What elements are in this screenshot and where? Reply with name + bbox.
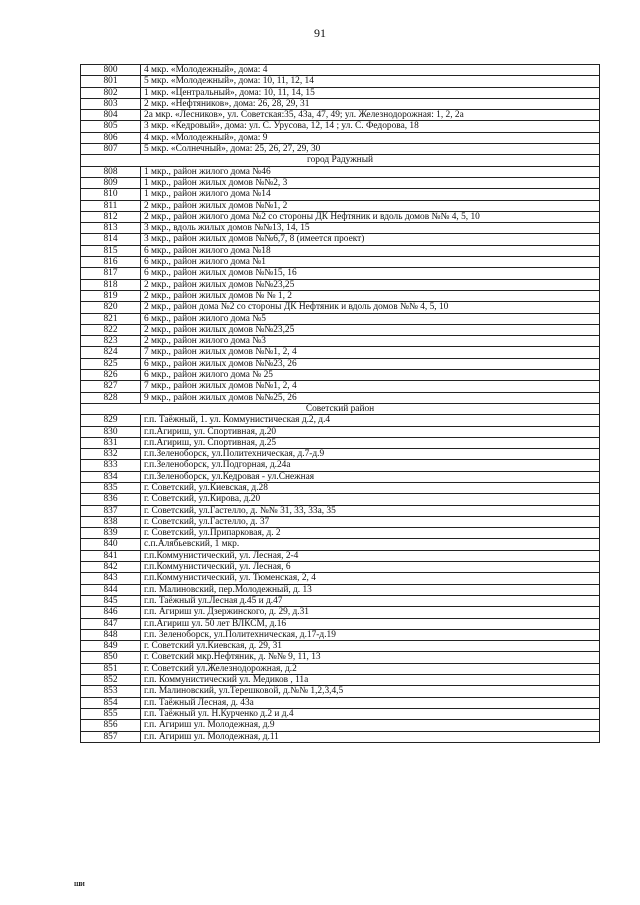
table-row: [81, 550, 600, 561]
row-number: 826: [81, 370, 141, 381]
row-address: г.п.Коммунистический, ул. Лесная, 2-4: [141, 550, 600, 561]
row-number: 836: [81, 494, 141, 505]
row-number: 804: [81, 110, 141, 121]
row-address: 2а мкр. «Лесников», ул. Советская:35, 43а, 47, 49; ул. Железнодорожная: 1, 2, 2а: [141, 110, 600, 121]
row-address: 1 мкр., район жилого дома №46: [141, 166, 600, 177]
row-address: г.п. Малиновский, пер.Молодежный, д. 13: [141, 584, 600, 595]
row-number: 827: [81, 381, 141, 392]
row-address: 5 мкр. «Молодежный», дома: 10, 11, 12, 14: [141, 76, 600, 87]
table-row: [81, 110, 600, 121]
table-row: [81, 584, 600, 595]
row-address: г. Советский ул.Киевская, д. 29, 31: [141, 641, 600, 652]
row-address: г.п.Зеленоборск, ул.Политехническая, д.7-д.9: [141, 449, 600, 460]
row-number: 823: [81, 336, 141, 347]
row-address: 2 мкр., район жилых домов № № 1, 2: [141, 290, 600, 301]
row-address: 3 мкр., вдоль жилых домов №№13, 14, 15: [141, 223, 600, 234]
row-number: 819: [81, 290, 141, 301]
row-number: 814: [81, 234, 141, 245]
row-address: г. Советский, ул.Гастелло, д. 37: [141, 516, 600, 527]
table-row: [81, 573, 600, 584]
row-number: 845: [81, 595, 141, 606]
table-row: [81, 76, 600, 87]
section-header-row: [81, 155, 600, 166]
row-address: г. Советский, ул.Кирова, д.20: [141, 494, 600, 505]
table-row: [81, 539, 600, 550]
row-address: г.п. Таёжный Лесная, д. 43а: [141, 697, 600, 708]
section-title: Советский район: [81, 403, 600, 414]
row-number: 841: [81, 550, 141, 561]
row-address: 1 мкр., район жилого дома №14: [141, 189, 600, 200]
row-number: 847: [81, 618, 141, 629]
row-number: 800: [81, 65, 141, 76]
table-row: [81, 166, 600, 177]
table-row: [81, 392, 600, 403]
row-address: 6 мкр., район жилых домов №№15, 16: [141, 268, 600, 279]
row-number: 848: [81, 629, 141, 640]
row-number: 802: [81, 87, 141, 98]
footer-mark: ШИ: [74, 882, 85, 888]
row-number: 822: [81, 324, 141, 335]
row-address: г.п.Зеленоборск, ул.Кедровая - ул.Снежная: [141, 471, 600, 482]
row-address: г. Советский ул.Железнодорожная, д.2: [141, 663, 600, 674]
row-number: 835: [81, 482, 141, 493]
table-row: [81, 279, 600, 290]
address-table-body: [81, 65, 600, 743]
row-address: 6 мкр., район жилого дома №5: [141, 313, 600, 324]
row-address: г.п. Коммунистический ул. Медиков , 11а: [141, 675, 600, 686]
table-row: [81, 629, 600, 640]
row-address: 4 мкр. «Молодежный», дома: 9: [141, 132, 600, 143]
table-row: [81, 65, 600, 76]
table-row: [81, 313, 600, 324]
table-row: [81, 189, 600, 200]
table-row: [81, 177, 600, 188]
table-row: [81, 245, 600, 256]
row-number: 811: [81, 200, 141, 211]
row-number: 832: [81, 449, 141, 460]
row-number: 857: [81, 731, 141, 742]
row-number: 816: [81, 257, 141, 268]
row-number: 854: [81, 697, 141, 708]
row-address: 1 мкр. «Центральный», дома: 10, 11, 14, 15: [141, 87, 600, 98]
row-address: 2 мкр., район жилого дома №2 со стороны ДК Нефтяник и вдоль домов №№ 4, 5, 10: [141, 211, 600, 222]
table-row: [81, 494, 600, 505]
table-row: [81, 528, 600, 539]
row-number: 803: [81, 98, 141, 109]
row-number: 829: [81, 415, 141, 426]
table-row: [81, 449, 600, 460]
row-address: 3 мкр., район жилых домов №№6,7, 8 (имеется проект): [141, 234, 600, 245]
row-address: 6 мкр., район жилых домов №№23, 26: [141, 358, 600, 369]
row-address: г. Советский мкр.Нефтяник, д. №№ 9, 11, 13: [141, 652, 600, 663]
table-row: [81, 460, 600, 471]
table-row: [81, 482, 600, 493]
row-address: г.п.Зеленоборск, ул.Подгорная, д.24а: [141, 460, 600, 471]
table-row: [81, 257, 600, 268]
table-row: [81, 211, 600, 222]
row-address: 2 мкр., район дома №2 со стороны ДК Нефтяник и вдоль домов №№ 4, 5, 10: [141, 302, 600, 313]
table-row: [81, 516, 600, 527]
row-number: 846: [81, 607, 141, 618]
section-title: город Радужный: [81, 155, 600, 166]
row-address: г.п.Коммунистический, ул. Лесная, 6: [141, 562, 600, 573]
row-number: 817: [81, 268, 141, 279]
row-number: 808: [81, 166, 141, 177]
table-row: [81, 415, 600, 426]
row-number: 834: [81, 471, 141, 482]
row-address: г.п.Агириш, ул. Спортивная, д.20: [141, 426, 600, 437]
table-row: [81, 686, 600, 697]
row-address: 6 мкр., район жилого дома № 25: [141, 370, 600, 381]
row-address: г.п. Агириш ул. Молодежная, д.9: [141, 720, 600, 731]
table-row: [81, 505, 600, 516]
row-address: 3 мкр. «Кедровый», дома: ул. С. Урусова, 12, 14 ; ул. С. Федорова, 18: [141, 121, 600, 132]
row-number: 809: [81, 177, 141, 188]
row-number: 825: [81, 358, 141, 369]
table-row: [81, 87, 600, 98]
row-number: 815: [81, 245, 141, 256]
row-address: 6 мкр., район жилого дома №1: [141, 257, 600, 268]
row-number: 843: [81, 573, 141, 584]
table-row: [81, 708, 600, 719]
row-number: 805: [81, 121, 141, 132]
row-number: 852: [81, 675, 141, 686]
row-number: 813: [81, 223, 141, 234]
table-row: [81, 437, 600, 448]
table-row: [81, 336, 600, 347]
row-address: г.п. Агириш ул. Дзержинского, д. 29, д.31: [141, 607, 600, 618]
table-row: [81, 324, 600, 335]
row-address: 2 мкр. «Нефтяников», дома: 26, 28, 29, 31: [141, 98, 600, 109]
row-number: 818: [81, 279, 141, 290]
row-address: г.п.Агириш, ул. Спортивная, д.25: [141, 437, 600, 448]
row-address: 4 мкр. «Молодежный», дома: 4: [141, 65, 600, 76]
table-row: [81, 607, 600, 618]
table-row: [81, 144, 600, 155]
table-row: [81, 121, 600, 132]
table-row: [81, 132, 600, 143]
row-number: 830: [81, 426, 141, 437]
table-row: [81, 562, 600, 573]
row-address: 7 мкр., район жилых домов №№1, 2, 4: [141, 347, 600, 358]
table-row: [81, 663, 600, 674]
row-address: г. Советский, ул.Гастелло, д. №№ 31, 33, 33а, 35: [141, 505, 600, 516]
row-number: 838: [81, 516, 141, 527]
table-row: [81, 200, 600, 211]
row-address: г.п.Коммунистический, ул. Тюменская, 2, 4: [141, 573, 600, 584]
table-row: [81, 426, 600, 437]
row-address: г.п. Агириш ул. Молодежная, д.11: [141, 731, 600, 742]
table-row: [81, 618, 600, 629]
row-number: 812: [81, 211, 141, 222]
table-row: [81, 223, 600, 234]
row-address: 9 мкр., район жилых домов №№25, 26: [141, 392, 600, 403]
row-address: г.п. Таёжный, 1. ул. Коммунистическая д.2, д.4: [141, 415, 600, 426]
row-address: 6 мкр., район жилого дома №18: [141, 245, 600, 256]
row-number: 831: [81, 437, 141, 448]
section-header-row: [81, 403, 600, 414]
row-address: 7 мкр., район жилых домов №№1, 2, 4: [141, 381, 600, 392]
table-row: [81, 641, 600, 652]
row-number: 844: [81, 584, 141, 595]
row-address: г.п. Зеленоборск, ул.Политехническая, д.17-д.19: [141, 629, 600, 640]
table-row: [81, 370, 600, 381]
table-row: [81, 675, 600, 686]
row-address: г.п. Таёжный ул.Лесная д.45 и д.47: [141, 595, 600, 606]
table-row: [81, 234, 600, 245]
row-address: г.п. Таёжный ул. Н.Курченко д.2 и д.4: [141, 708, 600, 719]
table-row: [81, 290, 600, 301]
table-row: [81, 268, 600, 279]
row-number: 807: [81, 144, 141, 155]
row-address: г. Советский, ул.Припарковая, д. 2: [141, 528, 600, 539]
row-address: 2 мкр., район жилых домов №№23,25: [141, 279, 600, 290]
table-row: [81, 381, 600, 392]
row-number: 856: [81, 720, 141, 731]
table-row: [81, 652, 600, 663]
row-address: 2 мкр., район жилых домов №№23,25: [141, 324, 600, 335]
row-number: 828: [81, 392, 141, 403]
row-number: 801: [81, 76, 141, 87]
table-row: [81, 358, 600, 369]
row-number: 806: [81, 132, 141, 143]
table-row: [81, 720, 600, 731]
row-number: 837: [81, 505, 141, 516]
row-address: г.п. Малиновский, ул.Терешковой, д.№№ 1,2,3,4,5: [141, 686, 600, 697]
row-number: 855: [81, 708, 141, 719]
row-number: 839: [81, 528, 141, 539]
row-address: г. Советский, ул.Киевская, д.28: [141, 482, 600, 493]
page-number: 91: [314, 26, 326, 40]
row-number: 853: [81, 686, 141, 697]
row-number: 851: [81, 663, 141, 674]
row-address: 2 мкр., район жилых домов №№1, 2: [141, 200, 600, 211]
row-address: с.п.Алябьевский, 1 мкр.: [141, 539, 600, 550]
row-number: 840: [81, 539, 141, 550]
table-row: [81, 98, 600, 109]
table-row: [81, 471, 600, 482]
row-number: 849: [81, 641, 141, 652]
row-address: 5 мкр. «Солнечный», дома: 25, 26, 27, 29, 30: [141, 144, 600, 155]
row-number: 850: [81, 652, 141, 663]
row-number: 820: [81, 302, 141, 313]
address-table: [80, 64, 600, 743]
table-row: [81, 595, 600, 606]
row-number: 824: [81, 347, 141, 358]
row-number: 810: [81, 189, 141, 200]
row-number: 842: [81, 562, 141, 573]
table-row: [81, 347, 600, 358]
row-number: 821: [81, 313, 141, 324]
row-address: г.п.Агириш ул. 50 лет ВЛКСМ, д.16: [141, 618, 600, 629]
row-number: 833: [81, 460, 141, 471]
table-row: [81, 697, 600, 708]
table-row: [81, 302, 600, 313]
table-row: [81, 731, 600, 742]
row-address: 2 мкр., район жилого дома №3: [141, 336, 600, 347]
row-address: 1 мкр., район жилых домов №№2, 3: [141, 177, 600, 188]
